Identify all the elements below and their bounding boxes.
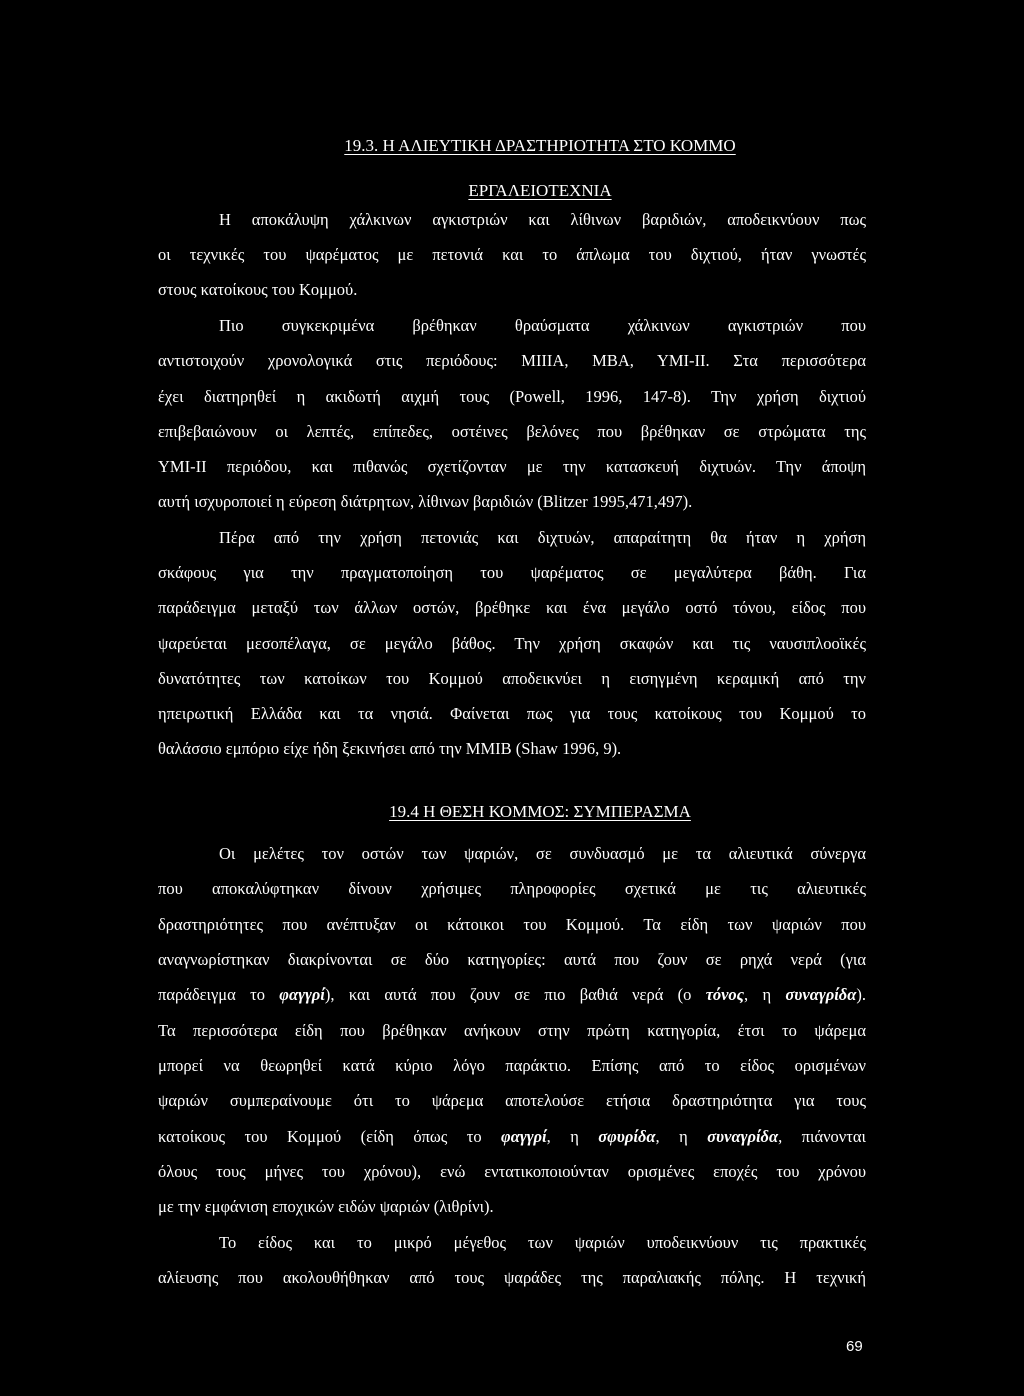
text-segment: παράδειγμα το xyxy=(158,985,280,1004)
text-line: έχει διατηρηθεί η ακιδωτή αιχμή τους (Powell, 1996, 147-8). Την χρήση διχτιού xyxy=(158,387,866,406)
fish-term: συναγρίδα xyxy=(785,985,857,1004)
text-line-with-terms xyxy=(158,983,866,1007)
fish-term: φαγγρί xyxy=(501,1127,547,1146)
text-segment: κατοίκους του Κομμού (είδη όπως το xyxy=(158,1127,502,1146)
text-line: ΥΜΙ-ΙΙ περιόδου, και πιθανώς σχετίζονταν με την κατασκευή διχτυών. Την άποψη xyxy=(158,457,866,476)
text-line: ηπειρωτική Ελλάδα και τα νησιά. Φαίνεται πως για τους κατοίκους του Κομμού το xyxy=(158,704,866,723)
text-segment: , η xyxy=(655,1127,708,1146)
page-number: 69 xyxy=(846,1338,863,1355)
text-line: ψαρεύεται μεσοπέλαγα, σε μεγάλο βάθος. Την χρήση σκαφών και τις ναυσιπλοοϊκές xyxy=(158,634,866,653)
text-line: στους κατοίκους του Κομμού. xyxy=(158,280,358,299)
text-line: δραστηριότητες που ανέπτυξαν οι κάτοικοι του Κομμού. Τα είδη των ψαριών που xyxy=(158,915,866,934)
text-line: δυνατότητες των κατοίκων του Κομμού αποδεικνύει η εισηγμένη κεραμική από την xyxy=(158,669,866,688)
text-line: αντιστοιχούν χρονολογικά στις περιόδους: ΜΙΙΙΑ, ΜΒΑ, ΥΜΙ-ΙΙ. Στα περισσότερα xyxy=(158,351,866,370)
subsection-heading-tools: ΕΡΓΑΛΕΙΟΤΕΧΝΙΑ xyxy=(468,181,612,200)
text-line: όλους τους μήνες του χρόνου), ενώ εντατικοποιούνταν ορισμένες εποχές του χρόνου xyxy=(158,1162,866,1181)
text-line: αυτή ισχυροποιεί η εύρεση διάτρητων, λίθινων βαριδιών (Blitzer 1995,471,497). xyxy=(158,492,693,511)
text-line: επιβεβαιώνουν οι λεπτές, επίπεδες, οστέινες βελόνες που βρέθηκαν σε στρώματα της xyxy=(158,422,866,441)
text-line: Οι μελέτες τον οστών των ψαριών, σε συνδυασμό με τα αλιευτικά σύνεργα xyxy=(219,844,866,863)
text-line: μπορεί να θεωρηθεί κατά κύριο λόγο παράκτιο. Επίσης από το είδος ορισμένων xyxy=(158,1056,866,1075)
text-line: θαλάσσιο εμπόριο είχε ήδη ξεκινήσει από την ΜΜΙΒ (Shaw 1996, 9). xyxy=(158,739,622,758)
text-line-with-terms xyxy=(158,1125,866,1149)
text-segment: , η xyxy=(546,1127,599,1146)
text-line: Πέρα από την χρήση πετονιάς και διχτυών, απαραίτητη θα ήταν η χρήση xyxy=(219,528,866,547)
text-line: οι τεχνικές του ψαρέματος με πετονιά και το άπλωμα του διχτιού, ήταν γνωστές xyxy=(158,245,866,264)
fish-term: φαγγρί xyxy=(279,985,325,1004)
fish-term: συναγρίδα xyxy=(707,1127,779,1146)
fish-term: τόνος xyxy=(705,985,745,1004)
text-segment: ), και αυτά που ζουν σε πιο βαθιά νερά (ο xyxy=(324,985,706,1004)
text-line: Η αποκάλυψη χάλκινων αγκιστριών και λίθινων βαριδιών, αποδεικνύουν πως xyxy=(219,210,866,229)
fish-term: σφυρίδα xyxy=(598,1127,656,1146)
text-line: Το είδος και το μικρό μέγεθος των ψαριών υποδεικνύουν τις πρακτικές xyxy=(219,1233,866,1252)
text-line: παράδειγμα μεταξύ των άλλων οστών, βρέθηκε και ένα μεγάλο οστό τόνου, είδος που xyxy=(158,598,866,617)
text-line: Τα περισσότερα είδη που βρέθηκαν ανήκουν στην πρώτη κατηγορία, έτσι το ψάρεμα xyxy=(158,1021,866,1040)
text-line: με την εμφάνιση εποχικών ειδών ψαριών (λιθρίνι). xyxy=(158,1197,494,1216)
text-line: αναγνωρίστηκαν διακρίνονται σε δύο κατηγορίες: αυτά που ζουν σε ρηχά νερά (για xyxy=(158,950,866,969)
text-segment: ). xyxy=(856,985,866,1004)
section-heading-19-3: 19.3. Η ΑΛΙΕΥΤΙΚΗ ΔΡΑΣΤΗΡΙΟΤΗΤΑ ΣΤΟ ΚΟΜΜΟ xyxy=(344,136,736,155)
text-line: Πιο συγκεκριμένα βρέθηκαν θραύσματα χάλκινων αγκιστριών που xyxy=(219,316,866,335)
text-line: ψαριών συμπεραίνουμε ότι το ψάρεμα αποτελούσε ετήσια δραστηριότητα για τους xyxy=(158,1091,866,1110)
text-line: αλίευσης που ακολουθήθηκαν από τους ψαράδες της παραλιακής πόλης. Η τεχνική xyxy=(158,1268,866,1287)
text-segment: , η xyxy=(744,985,786,1004)
text-line: που αποκαλύφτηκαν δίνουν χρήσιμες πληροφορίες σχετικά με τις αλιευτικές xyxy=(158,879,866,898)
text-line: σκάφους για την πραγματοποίηση του ψαρέματος σε μεγαλύτερα βάθη. Για xyxy=(158,563,866,582)
section-heading-19-4: 19.4 Η ΘΕΣΗ ΚΟΜΜΟΣ: ΣΥΜΠΕΡΑΣΜΑ xyxy=(389,802,691,821)
text-segment: , πιάνονται xyxy=(778,1127,866,1146)
